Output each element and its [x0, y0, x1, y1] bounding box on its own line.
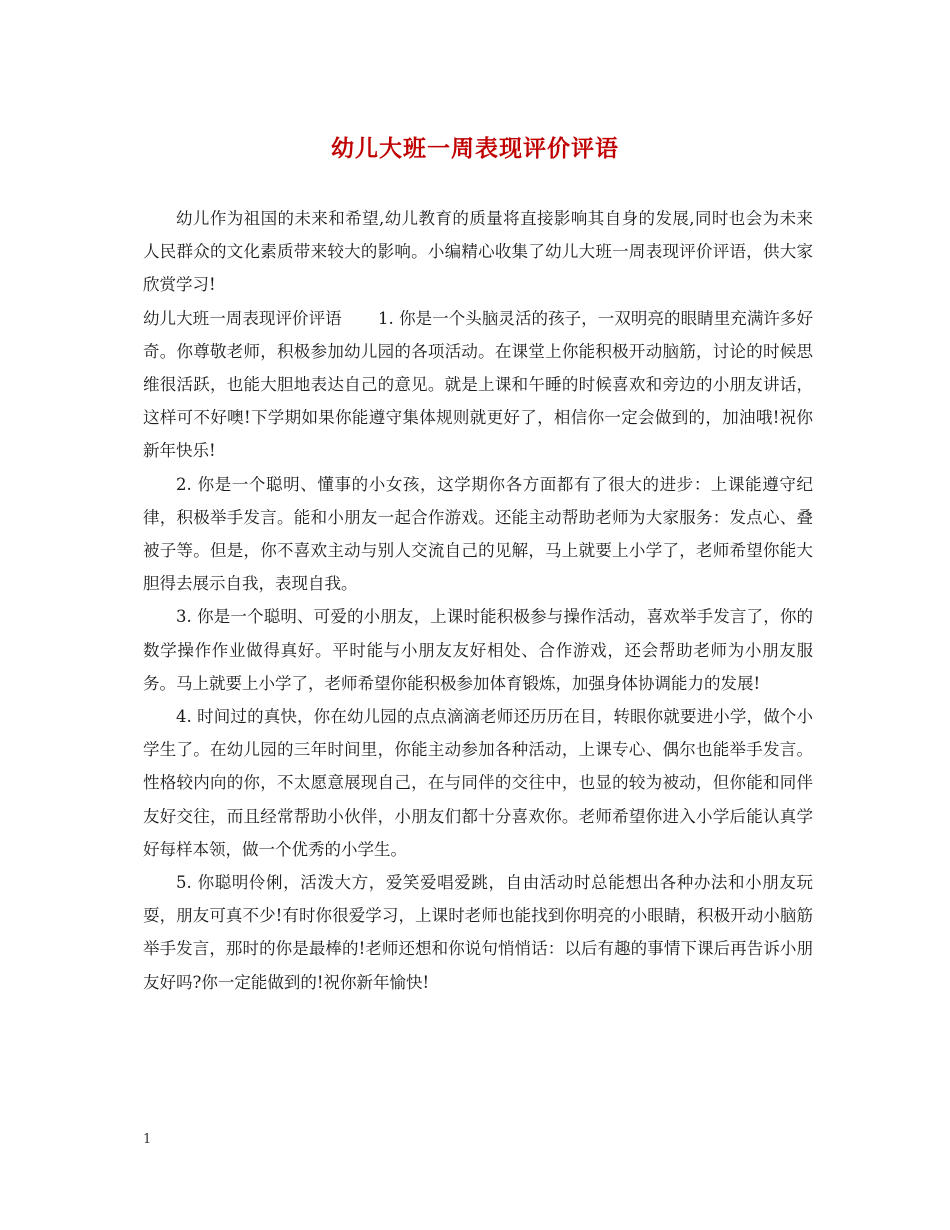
item-2-paragraph: 2. 你是一个聪明、懂事的小女孩，这学期你各方面都有了很大的进步：上课能遵守纪律，积极举手发言。能和小朋友一起合作游戏。还能主动帮助老师为大家服务：发点心、叠被子等。但是，你不喜欢主动与别人交流自己的见解，马上就要上小学了，老师希望你能大胆得去展示自我，表现自我。: [143, 474, 813, 594]
document-title: 幼儿大班一周表现评价评语: [331, 136, 619, 162]
item-1-text: 1. 你是一个头脑灵活的孩子，一双明亮的眼睛里充满许多好奇。你尊敬老师，积极参加幼儿园的各项活动。在课堂上你能积极开动脑筋，讨论的时候思维很活跃，也能大胆地表达自己的意见。就是上课和午睡的时候喜欢和旁边的小朋友讲话，这样可不好噢!下学期如果你能遵守集体规则就更好了，相信你一定会做到的，加油哦!祝你新年快乐!: [143, 308, 813, 461]
section-heading: 幼儿大班一周表现评价评语: [143, 308, 342, 328]
item-4-paragraph: 4. 时间过的真快，你在幼儿园的点点滴滴老师还历历在目，转眼你就要进小学，做个小学生了。在幼儿园的三年时间里，你能主动参加各种活动，上课专心、偶尔也能举手发言。性格较内向的你，不太愿意展现自己，在与同伴的交往中，也显的较为被动，但你能和同伴友好交往，而且经常帮助小伙伴，小朋友们都十分喜欢你。老师希望你进入小学后能认真学好每样本领，做一个优秀的小学生。: [143, 707, 813, 859]
item-5-paragraph: 5. 你聪明伶俐，活泼大方，爱笑爱唱爱跳，自由活动时总能想出各种办法和小朋友玩耍，朋友可真不少!有时你很爱学习，上课时老师也能找到你明亮的小眼睛，积极开动小脑筋举手发言，那时的你是最棒的!老师还想和你说句悄悄话：以后有趣的事情下课后再告诉小朋友好吗?你一定能做到的!祝你新年愉快!: [143, 873, 813, 992]
item-3-paragraph: 3. 你是一个聪明、可爱的小朋友，上课时能积极参与操作活动，喜欢举手发言了，你的数学操作作业做得真好。平时能与小朋友友好相处、合作游戏，还会帮助老师为小朋友服务。马上就要上小学了，老师希望你能积极参加体育锻炼，加强身体协调能力的发展!: [143, 607, 813, 693]
document-body: [143, 202, 813, 999]
first-item-paragraph: [143, 302, 813, 468]
intro-paragraph: 幼儿作为祖国的未来和希望,幼儿教育的质量将直接影响其自身的发展,同时也会为未来人民群众的文化素质带来较大的影响。小编精心收集了幼儿大班一周表现评价评语，供大家欣赏学习!: [143, 209, 813, 295]
page-number: 1: [143, 1132, 152, 1147]
